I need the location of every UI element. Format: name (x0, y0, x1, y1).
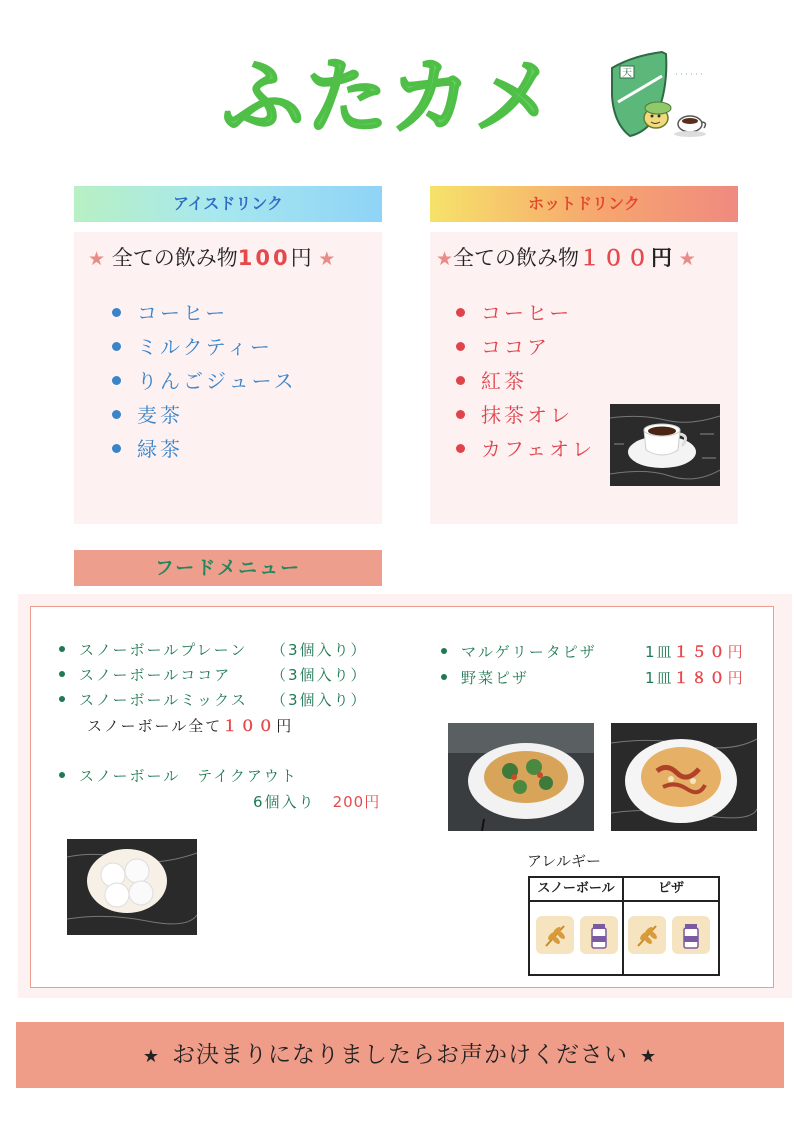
list-item: カフェオレ (456, 432, 595, 466)
ice-drink-list (112, 296, 297, 466)
list-item: ココア (456, 330, 595, 364)
food-menu-header: フードメニュー (74, 550, 382, 586)
milk-icon (580, 916, 618, 954)
menu-item: スノーボールココア （3個入り） (59, 664, 419, 685)
hot-price-unit: 円 (651, 246, 673, 270)
bullet-icon (112, 444, 121, 453)
bullet-icon (456, 342, 465, 351)
allergy-table (528, 876, 720, 976)
star-icon: ★ (678, 248, 696, 270)
list-item: 紅茶 (456, 364, 595, 398)
bullet-icon (59, 696, 65, 702)
bullet-icon (112, 342, 121, 351)
star-icon: ★ (318, 248, 336, 270)
hot-price-line (436, 242, 696, 272)
star-icon: ★ (142, 1046, 160, 1067)
hot-drink-list (456, 296, 595, 466)
shield-turtle-logo (604, 46, 716, 142)
menu-item: スノーボール テイクアウト (59, 765, 298, 786)
list-item: コーヒー (456, 296, 595, 330)
ice-price-unit: 円 (290, 246, 312, 270)
star-icon: ★ (88, 248, 106, 270)
list-item: りんごジュース (112, 364, 297, 398)
ice-drink-header: アイスドリンク (74, 186, 382, 222)
margherita-pizza-photo (611, 723, 757, 831)
bullet-icon (456, 308, 465, 317)
menu-item: 野菜ピザ 1皿１８０円 (441, 667, 761, 688)
hot-drink-panel (430, 232, 738, 524)
bullet-icon (59, 646, 65, 652)
bullet-icon (112, 308, 121, 317)
menu-item: マルゲリータピザ 1皿１５０円 (441, 641, 761, 662)
bullet-icon (441, 648, 447, 654)
ice-price-line (88, 242, 335, 272)
bullet-icon (112, 410, 121, 419)
takeout-price: 6個入り 200円 (253, 793, 382, 811)
bullet-icon (456, 410, 465, 419)
list-item: 抹茶オレ (456, 398, 595, 432)
vegetable-pizza-photo (448, 723, 594, 831)
list-item: 緑茶 (112, 432, 297, 466)
ice-price-number: 100 (237, 246, 291, 270)
ice-drink-panel (74, 232, 382, 524)
star-icon: ★ (640, 1046, 658, 1067)
allergy-col-header: スノーボール (530, 878, 622, 902)
wheat-icon (536, 916, 574, 954)
bullet-icon (456, 376, 465, 385)
allergy-col-header: ピザ (624, 878, 718, 902)
svg-text:天: 天 (622, 68, 632, 79)
list-item: ミルクティー (112, 330, 297, 364)
list-item: 麦茶 (112, 398, 297, 432)
menu-item: スノーボールミックス （3個入り） (59, 689, 419, 710)
footer-banner (16, 1022, 784, 1088)
bullet-icon (456, 444, 465, 453)
svg-text:・・・・・・: ・・・・・・ (674, 72, 705, 78)
bullet-icon (59, 671, 65, 677)
wheat-icon (628, 916, 666, 954)
milk-icon (672, 916, 710, 954)
allergy-col-pizza (624, 878, 718, 974)
hot-price-prefix: 全ての飲み物 (453, 246, 580, 270)
ice-price-prefix: 全ての飲み物 (111, 246, 238, 270)
allergy-label: アレルギー (527, 852, 602, 870)
list-item: コーヒー (112, 296, 297, 330)
menu-item: スノーボールプレーン （3個入り） (59, 639, 419, 660)
allergy-col-snowball (530, 878, 624, 974)
snowball-all-price: スノーボール全て１００円 (87, 717, 294, 735)
hot-drink-header: ホットドリンク (430, 186, 738, 222)
coffee-photo (610, 404, 720, 486)
hot-price-number: １００ (579, 246, 652, 270)
snowball-photo (67, 839, 197, 935)
star-icon: ★ (436, 248, 454, 270)
footer-text: お決まりになりましたらお声かけください (172, 1042, 628, 1068)
bullet-icon (59, 772, 65, 778)
page-title: ふたカメ (222, 50, 559, 145)
bullet-icon (441, 674, 447, 680)
bullet-icon (112, 376, 121, 385)
